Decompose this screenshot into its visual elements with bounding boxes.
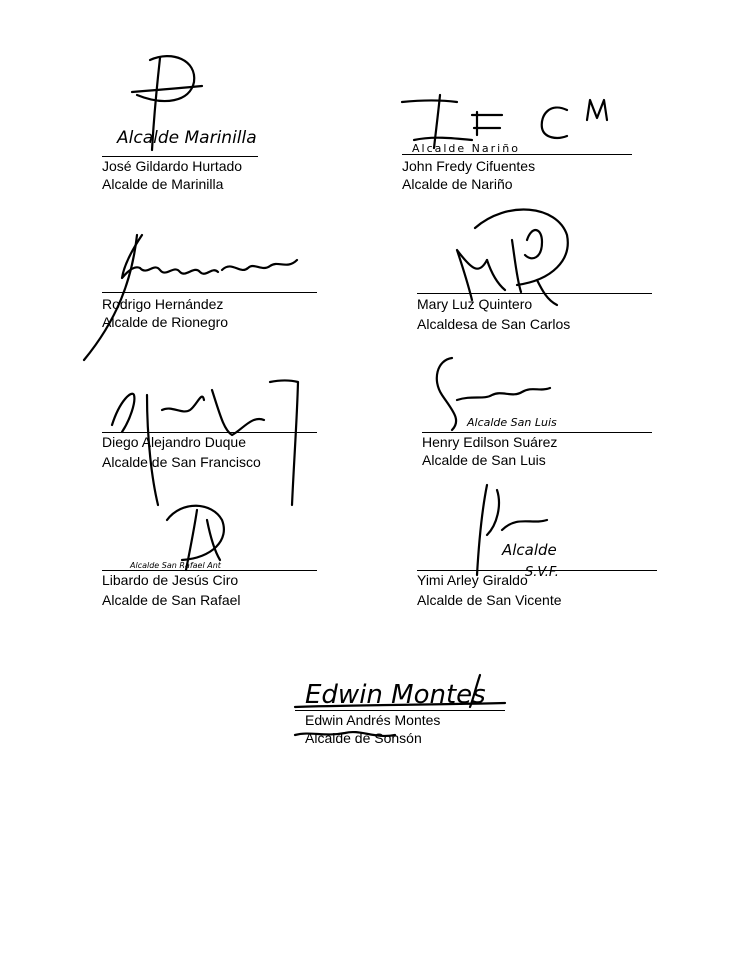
signatory-role: Alcalde de San Francisco: [102, 454, 261, 470]
signatory-role: Alcalde de San Rafael: [102, 592, 241, 608]
signature-line: [102, 432, 317, 433]
signature-line: [417, 293, 652, 294]
svg-text:Alcalde Nariño: Alcalde Nariño: [412, 142, 520, 155]
svg-text:Alcalde Marinilla: Alcalde Marinilla: [117, 128, 257, 148]
signatory-role: Alcalde de Nariño: [402, 176, 513, 192]
signatory-name: Mary Luz Quintero: [417, 296, 533, 312]
signatory-name: Henry Edilson Suárez: [422, 434, 558, 450]
svg-text:Alcalde: Alcalde: [502, 541, 557, 559]
signature-line: [102, 292, 317, 293]
signature-line: [102, 570, 317, 571]
signatory-role: Alcalde de San Vicente: [417, 592, 562, 608]
signatory-name: José Gildardo Hurtado: [102, 158, 243, 174]
signature-line: [417, 570, 657, 571]
signatory-name: Yimi Arley Giraldo: [417, 572, 528, 588]
signatory-role: Alcalde de Marinilla: [102, 176, 224, 192]
signatory-role: Alcalde de Sonsón: [305, 730, 422, 746]
signature-line: [422, 432, 652, 433]
svg-text:Edwin Montes: Edwin Montes: [305, 680, 486, 710]
signature-line: [102, 156, 258, 157]
signature-san-francisco: [102, 340, 342, 510]
signatory-role: Alcaldesa de San Carlos: [417, 316, 571, 332]
signatory-name: Edwin Andrés Montes: [305, 712, 441, 728]
signatory-name: Libardo de Jesús Ciro: [102, 572, 239, 588]
svg-text:Alcalde San Luis: Alcalde San Luis: [467, 416, 557, 429]
svg-text:S.V.F.: S.V.F.: [525, 565, 559, 580]
signatory-role: Alcalde de Rionegro: [102, 314, 229, 330]
signature-line: [402, 154, 632, 155]
signatory-name: John Fredy Cifuentes: [402, 158, 536, 174]
svg-text:Alcalde San Rafael Ant: Alcalde San Rafael Ant: [130, 561, 221, 570]
signature-line: [295, 710, 505, 711]
signature-marinilla: [102, 40, 342, 160]
signature-san-rafael: [102, 490, 342, 580]
signatory-name: Rodrigo Hernández: [102, 296, 224, 312]
signature-narino: [402, 40, 642, 160]
signatory-role: Alcalde de San Luis: [422, 452, 546, 468]
signatory-name: Diego Alejandro Duque: [102, 434, 246, 450]
